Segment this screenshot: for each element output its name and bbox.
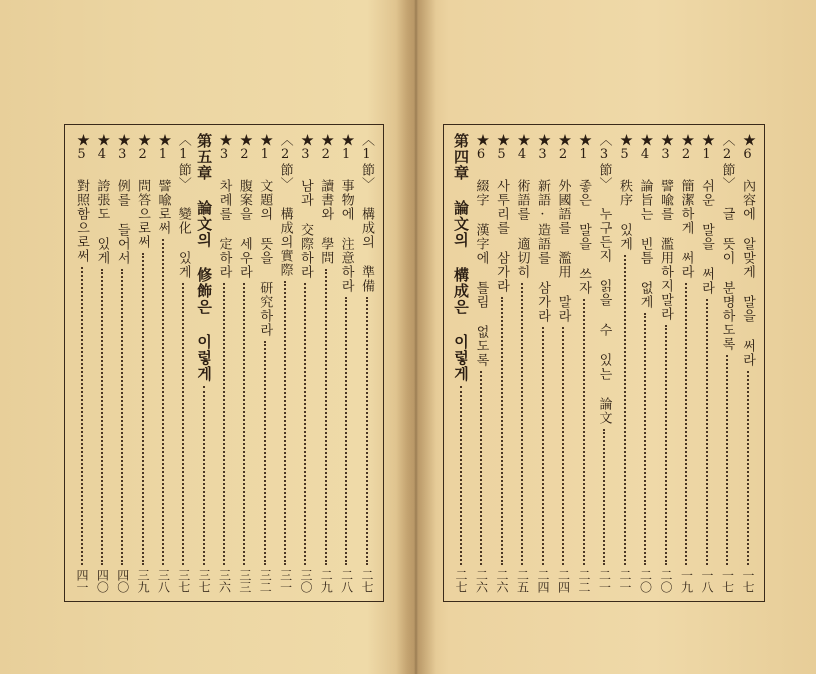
dot-leader (644, 313, 646, 565)
toc-entry-page-number: 一八 (700, 569, 714, 593)
toc-entry (317, 133, 334, 593)
toc-entry-page-number: 二一 (597, 569, 612, 593)
dot-leader (665, 325, 667, 565)
dot-leader (325, 269, 327, 565)
dot-leader (542, 327, 544, 565)
toc-entry (719, 133, 736, 593)
toc-entry (256, 133, 273, 593)
toc-entry-page-number: 二七 (360, 569, 374, 593)
toc-entry-page-number: 四〇 (95, 569, 110, 593)
dot-leader (685, 283, 687, 565)
toc-entry-page-number: 一九 (679, 569, 694, 593)
dot-leader (203, 386, 205, 565)
dot-leader (747, 371, 749, 565)
toc-entry (657, 133, 674, 593)
toc-entry-title: ★1 譬喩로써 (155, 133, 171, 235)
toc-entry-title: ★5 사투리를 삼가라 (494, 133, 509, 293)
toc-entry (452, 133, 469, 593)
toc-entry (114, 133, 131, 593)
dot-leader (101, 269, 103, 565)
dot-leader (706, 299, 708, 565)
toc-entry-page-number: 三三 (237, 569, 252, 593)
toc-entry (739, 133, 756, 593)
toc-entry (297, 133, 314, 593)
dot-leader (304, 283, 306, 565)
toc-entry-page-number: 三七 (176, 569, 191, 593)
toc-entry-title: ★6 內容에 알맞게 말을 써라 (740, 133, 755, 367)
right-toc-page (443, 124, 765, 602)
dot-leader (121, 269, 123, 565)
toc-entry (134, 133, 151, 593)
toc-entry-page-number: 二九 (319, 569, 334, 593)
toc-entry-page-number: 二六 (474, 569, 489, 593)
toc-entry-title: ★2 外國語를 濫用 말라 (555, 133, 571, 323)
toc-entry (596, 133, 613, 593)
toc-entry-title: 第四章 論文의 構成은 이렇게 (452, 133, 470, 382)
toc-entry-title: ★4 論旨는 빈틈 없게 (637, 133, 653, 309)
toc-entry-page-number: 二一 (618, 569, 632, 593)
toc-entry-page-number: 三二 (258, 569, 273, 593)
toc-entry (277, 133, 294, 593)
book-spine (396, 0, 436, 674)
toc-entry (195, 133, 212, 593)
dot-leader (521, 283, 523, 565)
toc-entry-page-number: 二〇 (638, 569, 653, 593)
toc-entry (236, 133, 253, 593)
dot-leader (345, 297, 347, 565)
dot-leader (264, 341, 266, 565)
toc-entry-page-number: 四一 (75, 569, 89, 593)
dot-leader (162, 239, 164, 565)
toc-entry (575, 133, 592, 593)
toc-entry-page-number: 二四 (556, 569, 571, 593)
dot-leader (726, 355, 728, 565)
toc-entry-title: 〈3節〉 누구든지 읽을 수 있는 論文 (596, 133, 612, 425)
toc-entry-title: ★1 事物에 注意하라 (338, 133, 354, 293)
dot-leader (480, 371, 482, 565)
toc-entry (555, 133, 572, 593)
dot-leader (243, 283, 245, 565)
toc-entry-page-number: 二八 (339, 569, 354, 593)
dot-leader (223, 283, 225, 565)
toc-entry-title: ★3 例를 들어서 (114, 133, 130, 265)
toc-entry-title: ★3 남과 交際하라 (297, 133, 313, 279)
toc-entry-title: ★1 좋은 말을 쓰자 (576, 133, 591, 295)
dot-leader (624, 255, 626, 565)
toc-entry-page-number: 四〇 (115, 569, 130, 593)
toc-entry-title: 第五章 論文의 修飾은 이렇게 (195, 133, 214, 382)
toc-entry (338, 133, 355, 593)
toc-entry-page-number: 一七 (720, 569, 735, 593)
toc-entry (73, 133, 90, 593)
toc-entry (93, 133, 110, 593)
toc-entry (698, 133, 715, 593)
toc-entry-title: ★2 讀書와 學問 (318, 133, 334, 265)
toc-entry-page-number: 二〇 (659, 569, 673, 593)
toc-entry-title: ★5 秩序 있게 (617, 133, 632, 251)
toc-entry-page-number: 三六 (217, 569, 232, 593)
toc-entry-title: 〈2節〉 글 뜻이 분명하도록 (719, 133, 735, 351)
toc-entry-title: 〈1節〉 構成의 準備 (359, 133, 374, 293)
toc-entry-title: ★5 對照함으로써 (74, 133, 89, 263)
toc-entry (534, 133, 551, 593)
toc-entry-page-number: 三九 (136, 569, 151, 593)
toc-entry-title: ★1 文題의 뜻을 研究하라 (257, 133, 273, 337)
dot-leader (284, 281, 286, 565)
toc-entry (514, 133, 531, 593)
toc-entry-page-number: 二四 (536, 569, 550, 593)
toc-entry-title: ★1 쉬운 말을 써라 (699, 133, 714, 295)
toc-entry-title: ★2 問答으로써 (135, 133, 151, 249)
toc-entry-title: ★4 術語를 適切히 (514, 133, 530, 279)
toc-entry-page-number: 二六 (495, 569, 509, 593)
dot-leader (142, 253, 144, 565)
toc-entry-page-number: 三〇 (298, 569, 313, 593)
toc-entry-page-number: 二七 (454, 569, 468, 593)
toc-entry-title: 〈1節〉 變化 있게 (175, 133, 191, 279)
toc-entry (216, 133, 233, 593)
toc-entry-title: ★3 차례를 定하라 (216, 133, 232, 279)
toc-entry (154, 133, 171, 593)
dot-leader (562, 327, 564, 565)
toc-entry (637, 133, 654, 593)
toc-entry-page-number: 三八 (156, 569, 171, 593)
dot-leader (501, 297, 503, 565)
toc-entry-page-number: 一七 (741, 569, 755, 593)
toc-entry-title: ★2 簡潔하게 써라 (678, 133, 694, 279)
toc-entry (175, 133, 192, 593)
dot-leader (366, 297, 368, 565)
toc-entry (616, 133, 633, 593)
dot-leader (603, 429, 605, 565)
toc-entry-page-number: 三七 (197, 569, 212, 593)
toc-entry (358, 133, 375, 593)
toc-entry (493, 133, 510, 593)
dot-leader (182, 283, 184, 565)
toc-entry-title: ★4 誇張도 있게 (94, 133, 110, 265)
dot-leader (583, 299, 585, 565)
toc-entry-title: ★3 譬喩를 濫用하지말라 (658, 133, 673, 321)
toc-entry-page-number: 三一 (278, 569, 293, 593)
toc-entry-title: ★6 綴字 漢字에 틀림 없도록 (473, 133, 489, 367)
toc-entry-title: ★2 腹案을 세우라 (236, 133, 252, 279)
toc-entry-page-number: 二二 (577, 569, 591, 593)
toc-entry-title: ★3 新語·造語를 삼가라 (535, 133, 550, 323)
toc-entry-title: 〈2節〉 構成의實際 (277, 133, 293, 277)
toc-entry-page-number: 二五 (515, 569, 530, 593)
dot-leader (460, 386, 462, 565)
toc-entry (678, 133, 695, 593)
toc-entry (473, 133, 490, 593)
dot-leader (81, 267, 83, 565)
left-toc-page (64, 124, 384, 602)
